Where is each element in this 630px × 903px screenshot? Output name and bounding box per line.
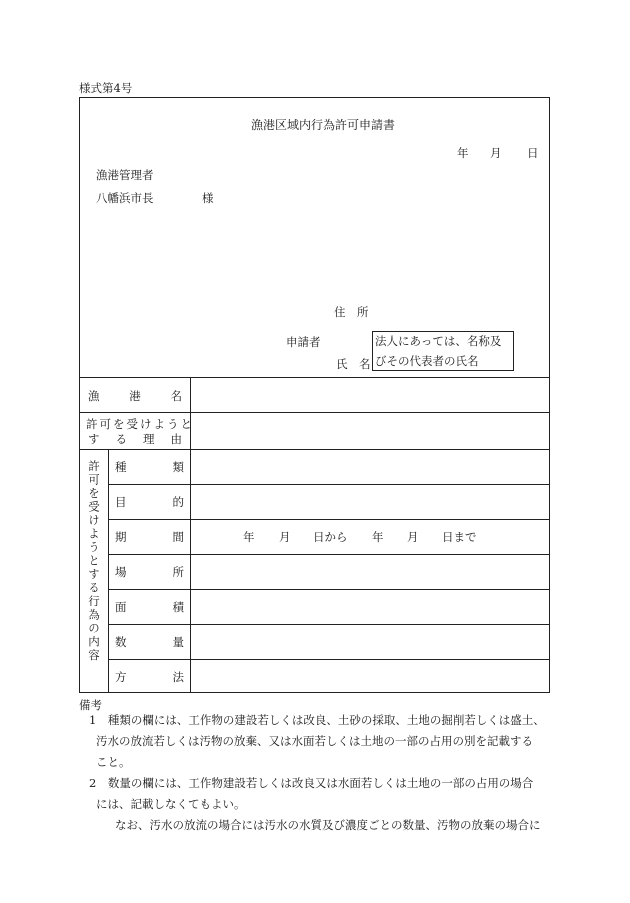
- addressee-manager: 漁港管理者: [96, 168, 154, 182]
- place-field[interactable]: [192, 556, 547, 588]
- reason-label-line2: す る 理 由: [88, 432, 182, 446]
- divider: [109, 624, 549, 625]
- area-field[interactable]: [192, 591, 547, 623]
- divider: [80, 449, 549, 450]
- item-label-place: 場 所: [115, 565, 184, 579]
- period-end-month: 月: [407, 530, 419, 544]
- port-name-field[interactable]: [192, 379, 547, 411]
- column-divider: [108, 449, 109, 693]
- addressee-honorific: 様: [202, 191, 214, 205]
- method-field[interactable]: [192, 661, 547, 692]
- item-label-kind: 種 類: [115, 460, 184, 474]
- divider: [80, 412, 549, 413]
- purpose-field[interactable]: [192, 486, 547, 518]
- notes-heading: 備考: [79, 698, 102, 712]
- period-end-year: 年: [372, 530, 384, 544]
- form-title: 漁港区域内行為許可申請書: [251, 118, 396, 132]
- period-start-day: 日から: [313, 530, 348, 544]
- form-number: 様式第4号: [79, 81, 133, 95]
- date-day-label: 日: [527, 146, 539, 160]
- divider: [109, 589, 549, 590]
- item-label-quantity: 数 量: [115, 635, 184, 649]
- address-label: 住 所: [334, 305, 369, 319]
- port-name-label: 漁 港 名: [88, 389, 182, 403]
- applicant-label: 申請者: [286, 335, 321, 349]
- divider: [109, 484, 549, 485]
- period-end-day: 日まで: [442, 530, 477, 544]
- period-start-month: 月: [279, 530, 291, 544]
- note-item-2: 2 数量の欄には、工作物建設若しくは改良又は水面若しくは土地の一部の占用の場合 には、記載しなくてもよい。 なお、汚水の放流の場合には汚水の水質及び濃度ごとの数量、汚物の放棄の場合に: [89, 776, 541, 832]
- divider: [109, 659, 549, 660]
- item-label-method: 方 法: [115, 670, 184, 684]
- addressee-mayor: 八幡浜市長: [96, 191, 154, 205]
- reason-label-line1: 許可を受けようと: [86, 417, 194, 431]
- note-item-1: 1 種類の欄には、工作物の建設若しくは改良、土砂の採取、土地の掘削若しくは盛土、 汚水の放流若しくは汚物の放棄、又は水面若しくは土地の一部の占用の別を記載する こと。: [89, 713, 545, 769]
- corporate-note-line2: びその代表者の氏名: [375, 354, 479, 368]
- item-label-period: 期 間: [115, 530, 184, 544]
- content-group-label: 許可を受けようとする行為の内容: [87, 460, 101, 663]
- item-label-purpose: 目 的: [115, 495, 184, 509]
- name-label: 氏 名: [336, 357, 371, 371]
- corporate-note-line1: 法人にあっては、名称及: [375, 334, 502, 348]
- date-year-label: 年: [457, 146, 469, 160]
- divider: [109, 554, 549, 555]
- kind-field[interactable]: [192, 451, 547, 483]
- corporate-note-bracket: [372, 331, 514, 371]
- date-month-label: 月: [490, 146, 502, 160]
- quantity-field[interactable]: [192, 626, 547, 658]
- reason-field[interactable]: [192, 414, 547, 448]
- divider: [80, 377, 549, 378]
- divider: [109, 519, 549, 520]
- item-label-area: 面 積: [115, 600, 184, 614]
- period-start-year: 年: [243, 530, 255, 544]
- application-form: [79, 97, 550, 693]
